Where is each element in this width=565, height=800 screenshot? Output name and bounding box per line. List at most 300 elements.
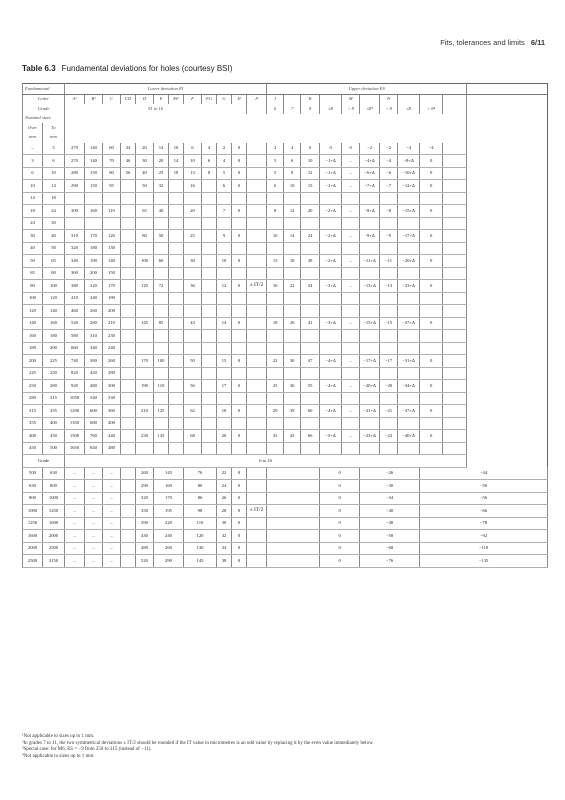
value-cell: −21 — [380, 405, 398, 418]
table-caption — [22, 64, 232, 73]
value-cell — [202, 305, 217, 318]
value-cell: −2+Δ — [320, 230, 342, 243]
value-cell — [169, 380, 184, 393]
value-cell: 4 — [217, 155, 232, 168]
n-cell: −135 — [420, 555, 548, 568]
value-cell — [360, 367, 380, 380]
value-cell: −4+Δ — [320, 355, 342, 368]
value-cell: 140 — [85, 155, 103, 168]
value-cell — [420, 442, 443, 455]
js-cell — [247, 530, 267, 543]
value-cell: 740 — [65, 355, 85, 368]
value-cell — [284, 267, 301, 280]
size-to-cell: 355 — [43, 405, 65, 418]
value-cell — [443, 255, 467, 268]
value-cell: 30 — [217, 517, 232, 530]
value-cell: 0 — [232, 355, 247, 368]
value-cell — [320, 442, 342, 455]
value-cell — [217, 267, 232, 280]
value-cell — [217, 242, 232, 255]
value-cell: – — [103, 505, 121, 518]
grade-row-2 — [23, 455, 548, 468]
value-cell — [267, 517, 320, 530]
value-cell — [267, 530, 320, 543]
size-over-cell: 800 — [23, 492, 43, 505]
value-cell — [202, 367, 217, 380]
table-row — [23, 405, 548, 418]
value-cell: 220 — [85, 280, 103, 293]
value-cell: 170 — [154, 492, 184, 505]
value-cell — [154, 417, 169, 430]
value-cell: 20 — [136, 143, 154, 155]
table-footnotes — [22, 734, 548, 761]
value-cell — [380, 392, 398, 405]
size-to-cell: 1250 — [43, 505, 65, 518]
value-cell: 5 — [267, 167, 284, 180]
value-cell — [360, 217, 380, 230]
table-row — [23, 542, 548, 555]
size-over-cell: 630 — [23, 480, 43, 493]
value-cell — [202, 355, 217, 368]
value-cell — [202, 442, 217, 455]
value-cell — [443, 242, 467, 255]
value-cell — [301, 342, 320, 355]
value-cell: 350 — [136, 505, 154, 518]
value-cell: – — [85, 480, 103, 493]
value-cell — [202, 180, 217, 193]
table-row — [23, 305, 548, 318]
value-cell — [420, 367, 443, 380]
value-cell — [103, 192, 121, 205]
js-cell — [247, 317, 267, 330]
value-cell: 2 — [267, 143, 284, 155]
value-cell — [342, 442, 360, 455]
value-cell: 39 — [284, 405, 301, 418]
value-cell: 260 — [136, 467, 154, 480]
value-cell: 95 — [103, 180, 121, 193]
header-letter-cell — [420, 94, 443, 104]
value-cell: 260 — [154, 542, 184, 555]
value-cell: 24 — [217, 480, 232, 493]
value-cell: – — [85, 542, 103, 555]
value-cell — [121, 380, 136, 393]
value-cell — [301, 242, 320, 255]
value-cell — [342, 192, 360, 205]
value-cell: −31+Δ — [398, 355, 420, 368]
value-cell — [121, 180, 136, 193]
value-cell: −7 — [380, 180, 398, 193]
size-over-cell: 355 — [23, 417, 43, 430]
value-cell — [202, 330, 217, 343]
value-cell: 30 — [136, 155, 154, 168]
value-cell — [169, 217, 184, 230]
value-cell — [284, 392, 301, 405]
header-grade-cell: > 8 — [342, 104, 360, 114]
value-cell — [217, 392, 232, 405]
value-cell — [284, 442, 301, 455]
header-letter-cell: CD — [121, 94, 136, 104]
js-cell — [247, 255, 267, 268]
value-cell — [443, 417, 467, 430]
header-over: Over — [23, 123, 43, 133]
value-cell — [154, 367, 169, 380]
value-cell: 15 — [217, 355, 232, 368]
value-cell — [217, 292, 232, 305]
value-cell: 380 — [85, 355, 103, 368]
grade-label-2: Grade — [23, 455, 65, 468]
value-cell: 38 — [217, 555, 232, 568]
value-cell: 130 — [103, 242, 121, 255]
size-over-cell: 160 — [23, 330, 43, 343]
value-cell — [420, 192, 443, 205]
value-cell: 34 — [121, 143, 136, 155]
table-row — [23, 317, 548, 330]
value-cell — [202, 192, 217, 205]
value-cell — [420, 217, 443, 230]
value-cell — [232, 217, 247, 230]
value-cell: −15+Δ — [398, 205, 420, 218]
k-cell: 0 — [320, 492, 360, 505]
js-cell — [247, 480, 267, 493]
value-cell: 40 — [154, 205, 169, 218]
size-over-cell: 500 — [23, 467, 43, 480]
value-cell: 0 — [232, 143, 247, 155]
table-row — [23, 530, 548, 543]
value-cell: 68 — [184, 430, 202, 443]
value-cell: 0 — [232, 517, 247, 530]
header-letter-cell: E — [154, 94, 169, 104]
value-cell: 170 — [103, 280, 121, 293]
value-cell: – — [85, 517, 103, 530]
m-cell: −58 — [360, 530, 420, 543]
value-cell: 12 — [301, 167, 320, 180]
value-cell: 43 — [284, 430, 301, 443]
value-cell: 14 — [217, 317, 232, 330]
value-cell: −20+Δ — [360, 380, 380, 393]
value-cell: 100 — [136, 255, 154, 268]
value-cell — [202, 292, 217, 305]
value-cell: 200 — [103, 305, 121, 318]
value-cell — [443, 367, 467, 380]
value-cell — [169, 242, 184, 255]
value-cell: 290 — [136, 480, 154, 493]
value-cell: 32 — [217, 530, 232, 543]
page-number: 6/11 — [530, 38, 545, 47]
fundamental-deviations-table — [22, 83, 548, 568]
value-cell: 6 — [267, 180, 284, 193]
value-cell: 14 — [169, 155, 184, 168]
value-cell: 0 — [232, 555, 247, 568]
value-cell: −12+Δ — [398, 180, 420, 193]
value-cell: 110 — [154, 380, 169, 393]
value-cell — [284, 242, 301, 255]
size-over-cell: – — [23, 143, 43, 155]
value-cell — [301, 217, 320, 230]
value-cell: 8 — [267, 205, 284, 218]
value-cell: −23+Δ — [360, 430, 380, 443]
value-cell — [301, 392, 320, 405]
value-cell: 330 — [103, 392, 121, 405]
value-cell — [284, 342, 301, 355]
header-nominal-blank — [65, 114, 467, 124]
js-cell — [247, 380, 267, 393]
value-cell — [443, 430, 467, 443]
value-cell: 140 — [85, 143, 103, 155]
value-cell — [184, 192, 202, 205]
value-cell: 62 — [184, 405, 202, 418]
value-cell: – — [342, 430, 360, 443]
value-cell: −21+Δ — [360, 405, 380, 418]
value-cell: −17+Δ — [398, 230, 420, 243]
header-grade-range: 01 to 16 — [65, 104, 247, 114]
value-cell: – — [65, 467, 85, 480]
value-cell — [267, 342, 284, 355]
header-mm-blank — [65, 133, 467, 143]
footnote-2: ²In grades 7 to 11, the two symmetrical deviations ± IT/2 should be rounded if the IT value in micrometres is an odd value by replacing it by the even value immediately below. — [22, 740, 374, 746]
value-cell: 8 — [284, 167, 301, 180]
table-row — [23, 217, 548, 230]
size-to-cell: 3 — [43, 143, 65, 155]
value-cell — [443, 317, 467, 330]
value-cell — [443, 143, 467, 155]
value-cell — [184, 292, 202, 305]
value-cell — [267, 442, 284, 455]
value-cell — [342, 367, 360, 380]
value-cell — [443, 167, 467, 180]
value-cell: 10 — [284, 180, 301, 193]
value-cell: 320 — [136, 492, 154, 505]
value-cell — [121, 480, 136, 493]
header-mm-to: mm — [43, 133, 65, 143]
value-cell: 240 — [154, 530, 184, 543]
value-cell — [121, 342, 136, 355]
value-cell — [380, 267, 398, 280]
value-cell: 50 — [136, 180, 154, 193]
value-cell: 34 — [217, 542, 232, 555]
value-cell: 18 — [267, 317, 284, 330]
value-cell: 12 — [284, 205, 301, 218]
value-cell — [202, 230, 217, 243]
value-cell: 360 — [103, 405, 121, 418]
value-cell — [443, 292, 467, 305]
value-cell — [121, 367, 136, 380]
value-cell: 98 — [184, 505, 217, 518]
value-cell: 25 — [267, 380, 284, 393]
value-cell — [284, 330, 301, 343]
table-row — [23, 230, 548, 243]
n-cell: −92 — [420, 530, 548, 543]
size-to-cell: 3150 — [43, 555, 65, 568]
m-cell: −76 — [360, 555, 420, 568]
size-over-cell: 18 — [23, 205, 43, 218]
value-cell: – — [65, 555, 85, 568]
value-cell: – — [103, 467, 121, 480]
value-cell — [284, 367, 301, 380]
m-cell: −26 — [360, 467, 420, 480]
value-cell — [267, 492, 320, 505]
js-cell — [247, 230, 267, 243]
table-row — [23, 143, 548, 155]
k-cell: 0 — [320, 467, 360, 480]
value-cell: 12 — [217, 280, 232, 293]
value-cell: 340 — [85, 342, 103, 355]
header-letter-cell: D — [136, 94, 154, 104]
size-to-cell: 120 — [43, 292, 65, 305]
value-cell — [154, 392, 169, 405]
value-cell — [154, 330, 169, 343]
value-cell — [154, 292, 169, 305]
table-row — [23, 292, 548, 305]
header-letter-cell: A¹ — [65, 94, 85, 104]
table-row — [23, 505, 548, 518]
value-cell — [267, 267, 284, 280]
table-body-large-sizes — [23, 467, 548, 567]
header-grade-cell: 8 — [301, 104, 320, 114]
value-cell — [85, 217, 103, 230]
value-cell — [301, 305, 320, 318]
header-grade-cell: ≤8³ — [360, 104, 380, 114]
value-cell: −15 — [380, 317, 398, 330]
size-over-cell: 80 — [23, 280, 43, 293]
header-grade-cell: 7 — [284, 104, 301, 114]
table-row — [23, 155, 548, 168]
value-cell: 80 — [136, 230, 154, 243]
value-cell: 1650 — [65, 442, 85, 455]
value-cell — [217, 367, 232, 380]
value-cell: 6 — [284, 155, 301, 168]
value-cell — [169, 205, 184, 218]
value-cell — [267, 392, 284, 405]
value-cell: – — [342, 230, 360, 243]
value-cell: 170 — [85, 230, 103, 243]
size-over-cell: 2500 — [23, 555, 43, 568]
value-cell: −6+Δ — [360, 167, 380, 180]
table-row — [23, 517, 548, 530]
value-cell — [121, 492, 136, 505]
value-cell: 410 — [65, 292, 85, 305]
js-cell — [247, 292, 267, 305]
value-cell: 18 — [217, 405, 232, 418]
value-cell — [267, 367, 284, 380]
value-cell — [301, 330, 320, 343]
value-cell — [232, 192, 247, 205]
size-over-cell: 180 — [23, 342, 43, 355]
value-cell: 290 — [154, 555, 184, 568]
value-cell: 13 — [267, 255, 284, 268]
value-cell: – — [85, 530, 103, 543]
value-cell: 680 — [85, 417, 103, 430]
value-cell — [202, 255, 217, 268]
value-cell: 160 — [154, 480, 184, 493]
size-to-cell: 30 — [43, 217, 65, 230]
value-cell: 80 — [103, 167, 121, 180]
header-grade-blank — [247, 104, 267, 114]
value-cell: 240 — [85, 292, 103, 305]
value-cell — [169, 442, 184, 455]
value-cell: 4 — [202, 143, 217, 155]
value-cell — [398, 392, 420, 405]
header-letter-cell: J² — [247, 94, 267, 104]
value-cell — [342, 217, 360, 230]
value-cell: −13 — [380, 280, 398, 293]
value-cell: −4+Δ — [320, 405, 342, 418]
header-letter-cell — [284, 94, 301, 104]
value-cell: – — [85, 505, 103, 518]
value-cell: 660 — [65, 342, 85, 355]
value-cell — [121, 417, 136, 430]
value-cell — [121, 505, 136, 518]
header-letter-cell — [320, 94, 342, 104]
value-cell: 70 — [103, 155, 121, 168]
value-cell — [121, 467, 136, 480]
header-letter-cell: G — [217, 94, 232, 104]
value-cell — [121, 292, 136, 305]
value-cell — [301, 192, 320, 205]
js-cell — [247, 417, 267, 430]
js-cell — [247, 330, 267, 343]
size-to-cell: 280 — [43, 380, 65, 393]
value-cell: – — [65, 542, 85, 555]
value-cell: 47 — [301, 355, 320, 368]
value-cell: 50 — [184, 355, 202, 368]
size-over-cell: 100 — [23, 292, 43, 305]
n-cell: −44 — [420, 467, 548, 480]
value-cell: 20 — [184, 205, 202, 218]
value-cell: 120 — [136, 280, 154, 293]
value-cell — [320, 242, 342, 255]
js-cell — [247, 305, 267, 318]
size-over-cell: 65 — [23, 267, 43, 280]
value-cell: −2 — [360, 143, 380, 155]
value-cell — [136, 242, 154, 255]
value-cell: 0 — [342, 143, 360, 155]
size-to-cell: 65 — [43, 255, 65, 268]
value-cell — [301, 267, 320, 280]
value-cell — [169, 180, 184, 193]
value-cell: 0 — [420, 405, 443, 418]
size-over-cell: 10 — [23, 180, 43, 193]
value-cell — [169, 292, 184, 305]
js-cell — [247, 217, 267, 230]
value-cell — [154, 305, 169, 318]
value-cell: 18 — [284, 255, 301, 268]
value-cell: 190 — [85, 255, 103, 268]
size-over-cell: 30 — [23, 230, 43, 243]
value-cell — [121, 267, 136, 280]
size-over-cell: 3 — [23, 155, 43, 168]
value-cell — [380, 292, 398, 305]
value-cell: 30 — [284, 355, 301, 368]
value-cell: 0 — [232, 155, 247, 168]
value-cell — [420, 242, 443, 255]
k-cell: 0 — [320, 530, 360, 543]
js-cell — [247, 155, 267, 168]
value-cell: 400 — [103, 417, 121, 430]
value-cell — [136, 367, 154, 380]
value-cell: 145 — [136, 317, 154, 330]
value-cell: 2 — [217, 143, 232, 155]
value-cell: 150 — [85, 167, 103, 180]
size-over-cell: 1250 — [23, 517, 43, 530]
value-cell — [169, 317, 184, 330]
header-letter-cell — [360, 94, 380, 104]
m-cell: −34 — [360, 492, 420, 505]
value-cell: 36 — [184, 280, 202, 293]
value-cell — [360, 305, 380, 318]
table-row — [23, 167, 548, 180]
running-head-title: Fits, tolerances and limits — [440, 38, 525, 47]
table-row — [23, 267, 548, 280]
